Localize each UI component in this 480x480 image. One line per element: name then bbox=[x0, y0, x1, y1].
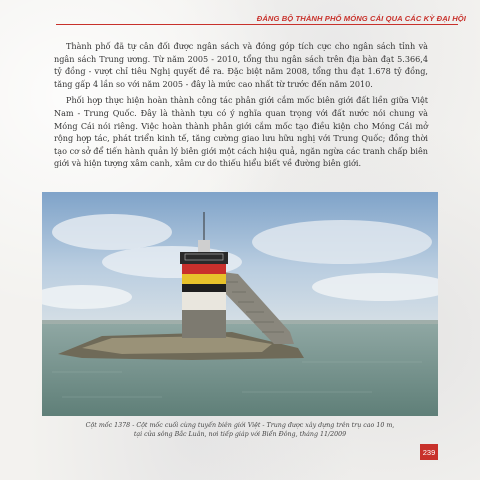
landmark-photo bbox=[42, 192, 438, 416]
caption-line-2: tại cửa sông Bắc Luân, nơi tiếp giáp với Biển Đông, tháng 11/2009 bbox=[133, 430, 347, 438]
page-number: 239 bbox=[420, 444, 438, 460]
paragraph-1: Thành phố đã tự cân đối được ngân sách và đóng góp tích cực cho ngân sách tỉnh và ngân sách Trung ương. Từ năm 2005 - 2010, tổng thu ngân sách trên địa bàn đạt 5.366,4 tỷ đồng - vượt chỉ tiêu Nghị quyết đề ra. Đặc biệt năm 2008, tổng thu đạt 1.678 tỷ đồng, tăng gấp 4 lần so với năm 2005 - đây là mức cao nhất từ trước đến năm 2010. bbox=[54, 41, 428, 89]
paragraph-2: Phối hợp thực hiện hoàn thành công tác phân giới cắm mốc biên giới đất liền giữa Việt Nam - Trung Quốc. Đây là thành tựu có ý nghĩa quan trọng với đất nước nói chung và Móng Cái nói riêng. Việc hoàn thành phân giới cắm mốc tạo điều kiện cho Móng Cái mở rộng hợp tác, phát triển kinh tế, tăng cường giao lưu hữu nghị với Trung Quốc; đồng thời tạo cơ sở để tiến hành quản lý biên giới một cách hiệu quả, ngăn ngừa các tranh chấp biên giới và hiện tượng xâm canh, xâm cư do thiếu hiểu biết về đường biên giới. bbox=[54, 95, 428, 169]
running-header: ĐẢNG BỘ THÀNH PHỐ MÓNG CÁI QUA CÁC KỲ ĐẠI HỘI bbox=[256, 14, 466, 23]
header-rule bbox=[56, 24, 458, 25]
caption-line-1: Cột mốc 1378 - Cột mốc cuối cùng tuyến biên giới Việt - Trung được xây dựng trên trụ cao 10 m, bbox=[85, 422, 395, 429]
body-text bbox=[54, 40, 428, 174]
photo-caption bbox=[40, 422, 440, 439]
